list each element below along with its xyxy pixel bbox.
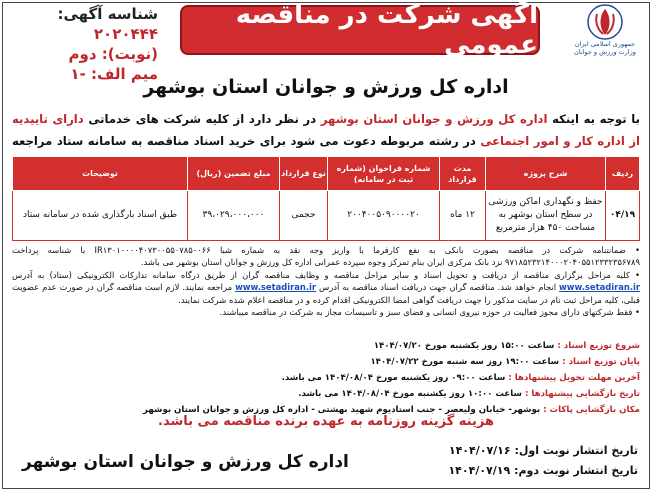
note-setad bbox=[12, 269, 640, 306]
intro-highlight: اداره کل ورزش و جوانان استان بوشهر bbox=[320, 112, 548, 126]
tender-table bbox=[12, 156, 640, 241]
pub-label: تاریخ انتشار نوبت اول: bbox=[514, 444, 638, 457]
footer-organization: اداره کل ورزش و جوانان استان بوشهر bbox=[22, 452, 349, 472]
intro-part: در نظر دارد از کلیه شرکت های خدماتی bbox=[83, 112, 321, 126]
ad-header bbox=[2, 0, 650, 83]
column-header: ردیف bbox=[606, 157, 640, 191]
title-banner bbox=[180, 0, 540, 60]
column-header: شرح پروژه bbox=[486, 157, 606, 191]
date-value: ساعت ۱۹:۰۰ روز سه شنبه مورخ ۱۴۰۴/۰۷/۲۲ bbox=[370, 357, 560, 367]
closing-note: هزینه گزینه روزنامه به عهده برنده مناقصه می باشد. bbox=[158, 414, 494, 429]
page-title: آگهی شرکت در مناقصه عمومی bbox=[235, 0, 538, 60]
pub-date: ۱۴۰۴/۰۷/۱۶ bbox=[448, 444, 511, 457]
ad-meta bbox=[8, 4, 158, 84]
ad-number-label: شناسه آگهی: bbox=[57, 5, 158, 23]
pub-date: ۱۴۰۴/۰۷/۱۹ bbox=[448, 464, 511, 477]
organization-title: اداره کل ورزش و جوانان استان بوشهر bbox=[143, 76, 509, 98]
setad-link[interactable]: www.setadiran.ir bbox=[235, 282, 317, 293]
pub-first bbox=[398, 441, 638, 461]
intro-part: در رشته مربوطه دعوت می شود برای خرید اسناد مناقصه به سامانه ستاد مراجعه bbox=[12, 134, 476, 148]
cell-description: حفظ و نگهداری اماکن ورزشی در سطح استان بوشهر به مساحت ۴۵۰ هزار مترمربع bbox=[486, 191, 606, 241]
ad-round: (نوبت): دوم bbox=[68, 45, 158, 63]
column-header: مدت قرارداد bbox=[440, 157, 486, 191]
cell-row-number: ۰۴/۱۹ bbox=[606, 191, 640, 241]
date-value: بوشهر- خیابان ولیعصر - جنب استادیوم شهید بهشتی - اداره کل ورزش و جوانان استان بوشهر bbox=[142, 405, 541, 415]
date-value: ساعت ۱۵:۰۰ روز یکشنبه مورخ ۱۴۰۴/۰۷/۲۰ bbox=[373, 341, 555, 351]
date-label: مکان بازگشایی پاکات : bbox=[543, 405, 640, 415]
column-header: شماره فراخوان (شماره ثبت در سامانه) bbox=[328, 157, 440, 191]
ad-number: ۲۰۲۰۴۴۴ bbox=[93, 25, 158, 43]
note-guarantee: • ضمانتنامه شرکت در مناقصه بصورت بانکی به نفع کارفرما یا واریز وجه نقد به شماره شبا IR۱۳۰۱۰۰۰۰۴۰۷۳۰۰۵۵۰۷۸۵۰۰۶۶ با شناسه پرداخت ۹۷۱۸۵۲۳۲۱۴۰۰۰۲۰۴۰۵۵۱۲۳۳۲۳۵۶۷۸۹ نزد بانک مرکزی ایران بنام تمرکز وجوه سپرده عمرانی اداره کل ورزش و جوانان استان بوشهر می باشد. bbox=[12, 245, 640, 268]
date-line bbox=[12, 386, 640, 402]
intro-part: با توجه به اینکه bbox=[547, 112, 641, 126]
emblem-caption: جمهوری اسلامی ایران وزارت ورزش و جوانان bbox=[574, 40, 636, 56]
date-label: شروع توزیع اسناد : bbox=[557, 341, 640, 351]
date-line bbox=[12, 354, 640, 370]
note-text: مراجعه نمایند. لازم است مناقصه گران در صورت عدم عضویت قبلی، کلیه مراحل ثبت نام در سایت مذکور را جهت دریافت گواهی امضا الکترونیکی اقدام کرده و در مناقصه اعلام شده شرکت نمایند. bbox=[12, 282, 640, 305]
setad-link[interactable]: www.setadiran.ir bbox=[559, 282, 641, 293]
publication-dates bbox=[398, 441, 638, 481]
pub-label: تاریخ انتشار نوبت دوم: bbox=[514, 464, 638, 477]
column-header: مبلغ تضمین (ریال) bbox=[188, 157, 280, 191]
date-line bbox=[12, 370, 640, 386]
date-line bbox=[12, 338, 640, 354]
cell-contract-type: حجمی bbox=[280, 191, 328, 241]
cell-guarantee: ۳۹،۰۲۹،۰۰۰،۰۰۰ bbox=[188, 191, 280, 241]
cell-duration: ۱۲ ماه bbox=[440, 191, 486, 241]
intro-highlight: دارای تاییدیه از اداره کار و امور اجتماعی bbox=[12, 112, 641, 148]
iran-emblem-icon bbox=[587, 4, 623, 40]
table-row bbox=[13, 191, 640, 241]
date-value: ساعت ۰۹:۰۰ روز یکشنبه مورخ ۱۴۰۴/۰۸/۰۴ می باشد. bbox=[281, 373, 506, 383]
date-value: ساعت ۱۰:۰۰ روز یکشنبه مورخ ۱۴۰۴/۰۸/۰۴ می باشد. bbox=[298, 389, 522, 399]
note-text: انجام خواهد شد. مناقصه گران جهت دریافت اسناد مناقصه به آدرس bbox=[318, 282, 557, 293]
note-text: • کلیه مراحل برگزاری مناقصه از دریافت و تحویل اسناد و سایر مراحل مناقصه و وظایف مناقصه گران از طریق درگاه سامانه تدارکات الکترونیکی (ستاد) به آدرس bbox=[12, 269, 640, 280]
dates-section bbox=[12, 338, 640, 418]
date-label: تاریخ بازگشایی پیشنهادها : bbox=[524, 389, 640, 399]
date-label: آخرین مهلت تحویل پیشنهادها : bbox=[508, 373, 640, 383]
date-label: پایان توزیع اسناد : bbox=[562, 357, 640, 367]
cell-call-number: ۲۰۰۴۰۰۵۰۹۰۰۰۰۲۰ bbox=[328, 191, 440, 241]
ad-mim-alef: میم الف: -۱ bbox=[70, 65, 158, 83]
notes-section bbox=[12, 244, 640, 318]
pub-second bbox=[398, 461, 638, 481]
column-header: نوع قرارداد bbox=[280, 157, 328, 191]
ministry-emblem bbox=[566, 4, 644, 64]
table-header-row bbox=[13, 157, 640, 191]
column-header: توضیحات bbox=[13, 157, 188, 191]
note-eligibility: • فقط شرکتهای دارای مجوز فعالیت در حوزه نیروی انسانی و فضای سبز و تاسیسات مجاز به شرکت در مناقصه میباشند. bbox=[219, 307, 640, 318]
cell-notes: طبق اسناد بارگذاری شده در سامانه ستاد bbox=[13, 191, 188, 241]
